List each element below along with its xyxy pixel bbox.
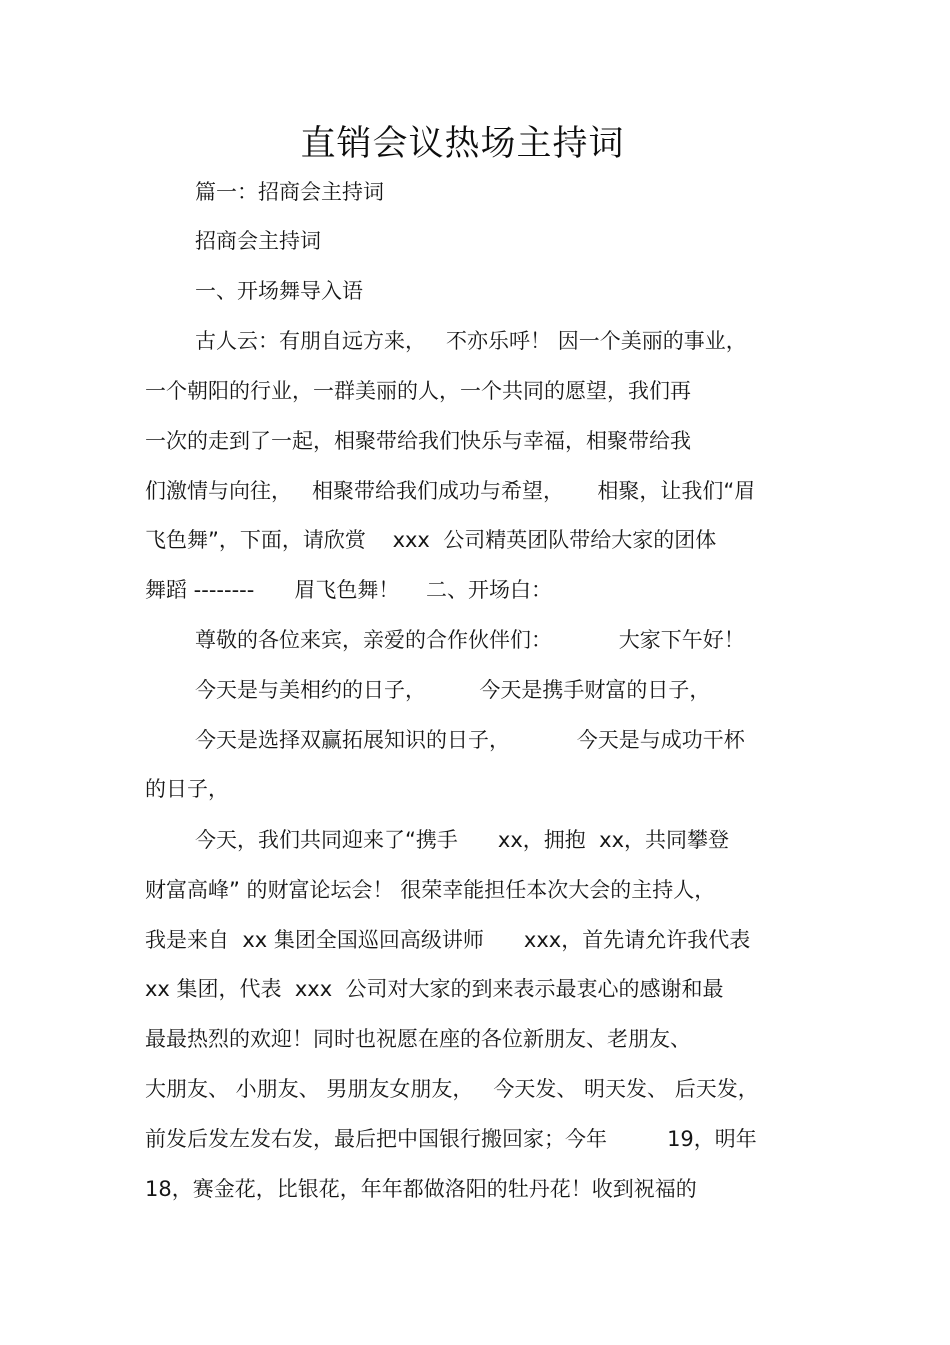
paragraph-line: 古人云：有朋自远方来， 不亦乐呼！ 因一个美丽的事业， bbox=[195, 329, 747, 353]
subsection-heading: 招商会主持词 bbox=[195, 229, 321, 253]
paragraph-line: 一个朝阳的行业，一群美丽的人，一个共同的愿望，我们再 bbox=[145, 379, 691, 403]
paragraph-line: 尊敬的各位来宾，亲爱的合作伙伴们： 大家下午好！ bbox=[195, 628, 745, 652]
paragraph-line: 前发后发左发右发，最后把中国银行搬回家；今年 19，明年 bbox=[145, 1127, 757, 1151]
section-heading: 篇一：招商会主持词 bbox=[195, 180, 384, 204]
paragraph-line: 大朋友、 小朋友、 男朋友女朋友， 今天发、 明天发、 后天发， bbox=[145, 1077, 759, 1101]
paragraph-line: 的日子， bbox=[145, 777, 229, 801]
paragraph-line: 我是来自 xx 集团全国巡回高级讲师 xxx，首先请允许我代表 bbox=[145, 928, 751, 952]
document-title: 直销会议热场主持词 bbox=[300, 124, 625, 164]
paragraph-line: 们激情与向往， 相聚带给我们成功与希望， 相聚，让我们“眉 bbox=[145, 479, 756, 503]
paragraph-line: 财富高峰” 的财富论坛会！ 很荣幸能担任本次大会的主持人， bbox=[145, 878, 716, 902]
paragraph-line: 18，赛金花，比银花，年年都做洛阳的牡丹花！收到祝福的 bbox=[145, 1177, 697, 1201]
paragraph-line: xx 集团，代表 xxx 公司对大家的到来表示最衷心的感谢和最 bbox=[145, 977, 724, 1001]
paragraph-line: 今天是与美相约的日子， 今天是携手财富的日子， bbox=[195, 678, 711, 702]
subsection-heading: 一、开场舞导入语 bbox=[195, 279, 363, 303]
paragraph-line: 一次的走到了一起，相聚带给我们快乐与幸福，相聚带给我 bbox=[145, 429, 691, 453]
paragraph-line: 最最热烈的欢迎！同时也祝愿在座的各位新朋友、老朋友、 bbox=[145, 1027, 691, 1051]
paragraph-line: 今天，我们共同迎来了“携手 xx，拥抱 xx，共同攀登 bbox=[195, 828, 729, 852]
paragraph-line: 舞蹈 -------- 眉飞色舞！ 二、开场白： bbox=[145, 578, 553, 602]
paragraph-line: 今天是选择双赢拓展知识的日子， 今天是与成功干杯 bbox=[195, 728, 745, 752]
paragraph-line: 飞色舞”，下面，请欣赏 xxx 公司精英团队带给大家的团体 bbox=[145, 528, 717, 552]
